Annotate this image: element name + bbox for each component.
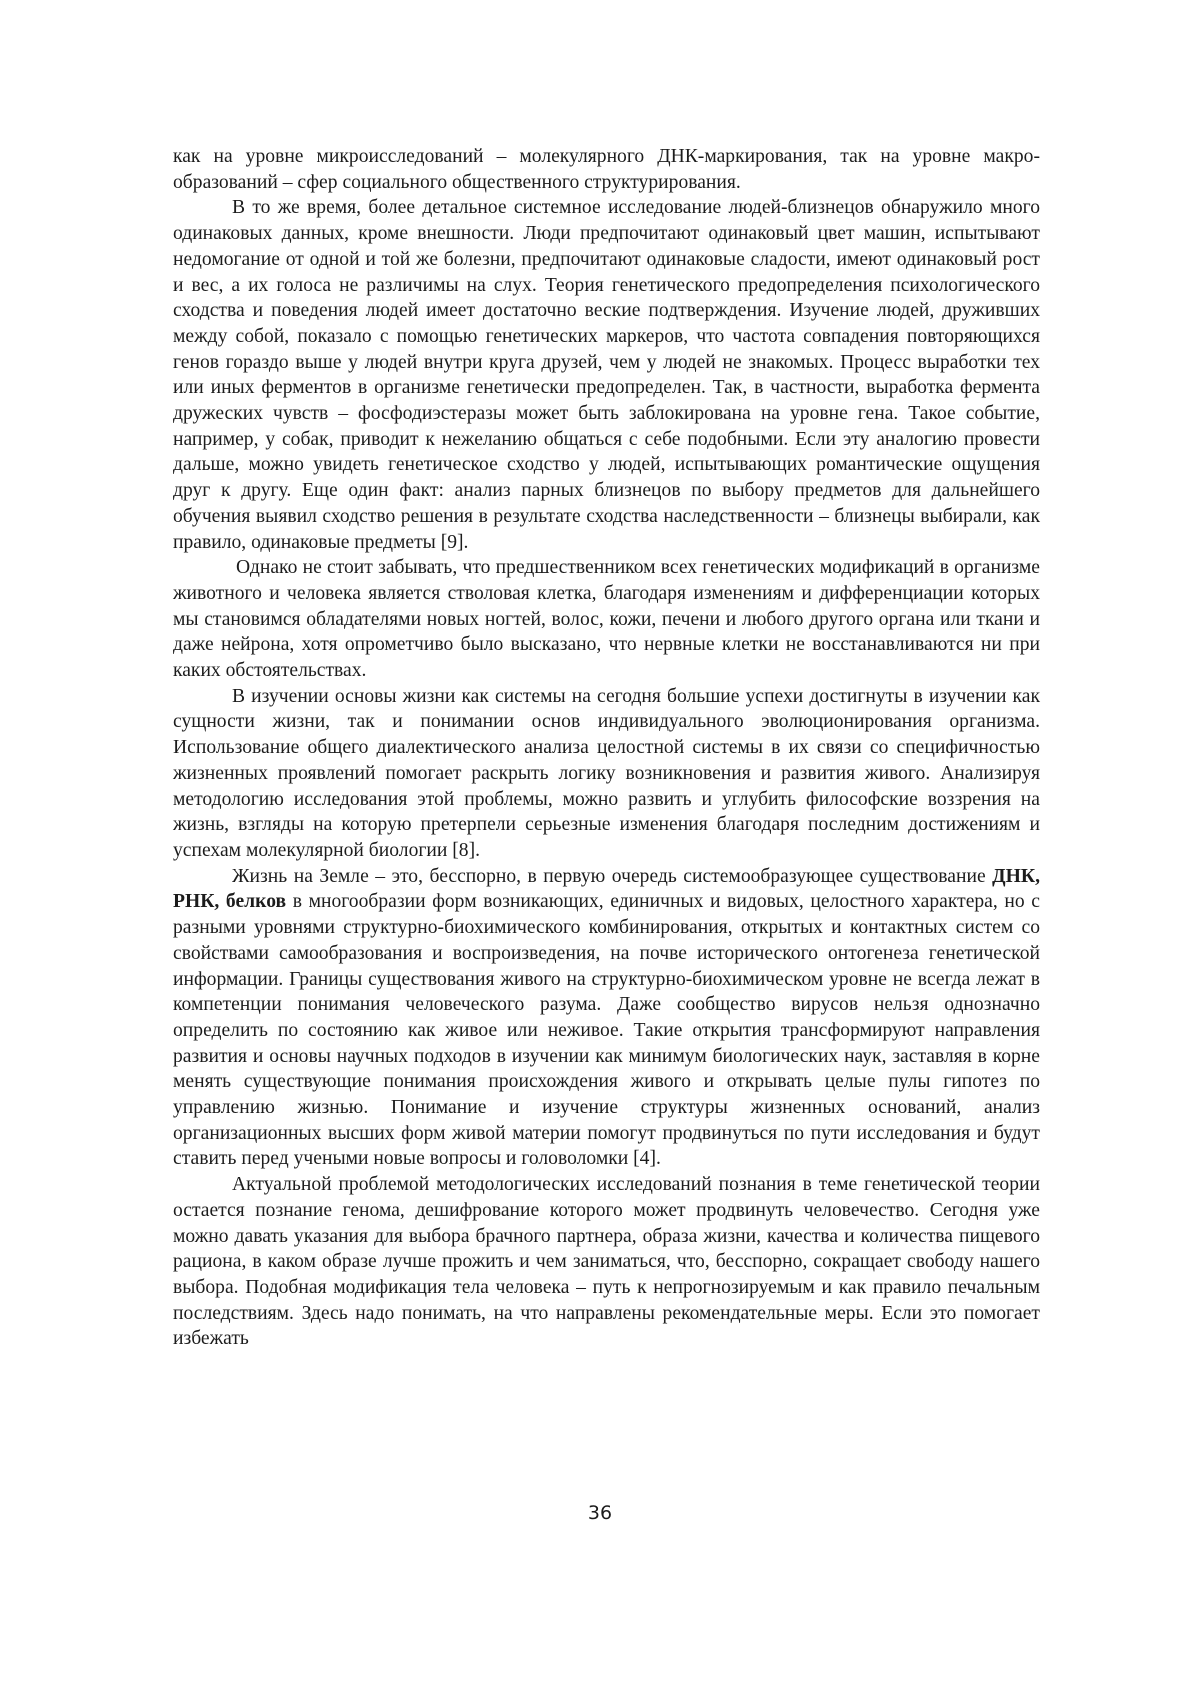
paragraph-5-bold-terms: ДНК, РНК, белков	[173, 866, 1040, 913]
paragraph-3: Однако не стоит забывать, что предшественником всех генетических модификаций в организме животного и человека является стволовая клетка, благодаря изменениям и дифференциации которых мы становимся обладателями новых ногтей, волос, кожи, пе­чени и любого другого органа или ткани и даже нейрона, хотя опрометчиво было выска­зано, что нервные клетки не восстанавливаются ни при каких обстоятельствах.	[173, 555, 1040, 684]
paragraph-1: как на уровне микроисследований – молекулярного ДНК-маркирования, так на уровне макро-образований – сфер социального общественного структурирования.	[173, 144, 1040, 195]
paragraph-6: Актуальной проблемой методологических исследований познания в теме генетиче­ской теории остается познание генома, дешифрование которого может продвинуть чело­вечество. Сегодня уже можно давать указания для выбора брачного партнера, образа жизни, качества и количества пищевого рациона, в каком образе лучше прожить и чем заниматься, что, бесспорно, сокращает свободу нашего выбора. Подобная модификация тела человека – путь к непрогнозируемым и как правило печальным последствиям. Здесь надо понимать, на что направлены рекомендательные меры. Если это помогает избежать	[173, 1172, 1040, 1352]
document-page	[0, 0, 1200, 1697]
paragraph-5	[173, 864, 1040, 1172]
paragraph-5-rest: в многообразии форм возникающих, единичных и видовых, целостного характера, но с разными уровнями структурно-биохимического комбиниро­вания, открытых и контактных систем со свойствами самообразования и воспроизведе­ния, на почве исторического онтогенеза генетической информации. Границы существо­вания живого на структурно-биохимическом уровне не всегда лежат в компетенции по­нимания человеческого разума. Даже сообщество вирусов нельзя однозначно определить по состоянию как живое или неживое. Такие открытия трансформируют направления развития и основы научных подходов в изучении как минимум биологических наук, за­ставляя в корне менять существующие понимания происхождения живого и открывать целые пулы гипотез по управлению жизнью. Понимание и изучение структуры жизнен­ных оснований, анализ организационных высших форм живой материи помогут продви­нуться по пути исследования и будут ставить перед учеными новые вопросы и голово­ломки [4].	[173, 891, 1040, 1169]
paragraph-5-lead: Жизнь на Земле – это, бесспорно, в первую очередь системообразующее существо­вание	[232, 866, 992, 887]
body-text	[173, 144, 1040, 1352]
paragraph-4: В изучении основы жизни как системы на сегодня большие успехи достигнуты в изучении как сущности жизни, так и понимании основ индивидуального эволюционирo­вания организма. Использование общего диалектического анализа целостной системы в их связи со специфичностью жизненных проявлений помогает раскрыть логику возник­новения и развития живого. Анализируя методологию исследования этой проблемы, можно развить и углубить философские воззрения на жизнь, взгляды на которую претер­пели серьезные изменения благодаря последним достижениям и успехам молекулярной биологии [8].	[173, 684, 1040, 864]
paragraph-2: В то же время, более детальное системное исследование людей-близнецов обнару­жило много одинаковых данных, кроме внешности. Люди предпочитают одинаковый цвет машин, испытывают недомогание от одной и той же болезни, предпочитают одина­ковые сладости, имеют одинаковый рост и вес, а их голоса не различимы на слух. Теория генетического предопределения психологического сходства и поведения людей имеет достаточно веские подтверждения. Изучение людей, друживших между собой, показало с помощью генетических маркеров, что частота совпадения повторяющихся генов гораздо выше у людей внутри круга друзей, чем у людей не знакомых. Процесс выработки тех или иных ферментов в организме генетически предопределен. Так, в частности, выработ­ка фермента дружеских чувств – фосфодиэстеразы может быть заблокирована на уровне гена. Такое событие, например, у собак, приводит к нежеланию общаться с себе подоб­ными. Если эту аналогию провести дальше, можно увидеть генетическое сходство у лю­дей, испытывающих романтические ощущения друг к другу. Еще один факт: анализ пар­ных близнецов по выбору предметов для дальнейшего обучения выявил сходство реше­ния в результате сходства наследственности – близнецы выбирали, как правило, одинако­вые предметы [9].	[173, 195, 1040, 555]
page-number: 36	[0, 1502, 1200, 1524]
